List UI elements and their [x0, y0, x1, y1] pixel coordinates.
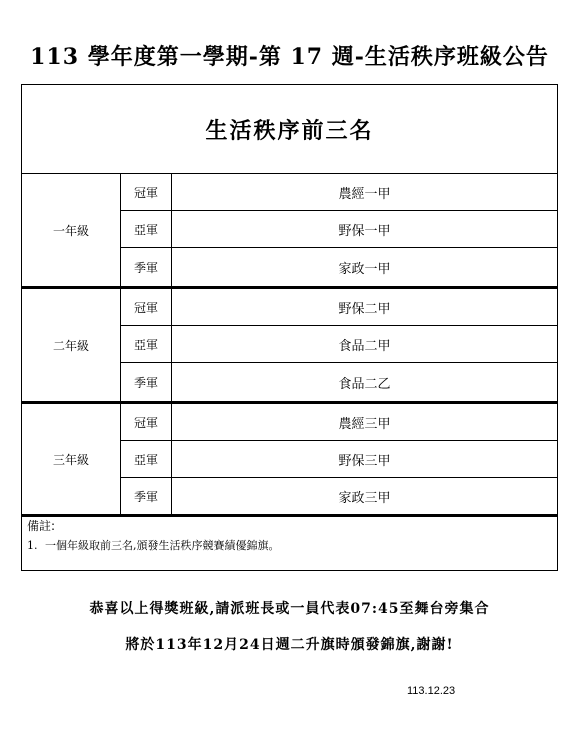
rank-label: 冠軍 [121, 404, 172, 440]
rank-label: 季軍 [121, 248, 172, 286]
rank-label: 亞軍 [121, 211, 172, 247]
table-row [121, 441, 557, 478]
class-name: 農經三甲 [338, 416, 391, 432]
document-date: 113.12.23 [407, 685, 456, 697]
rank-label: 亞軍 [121, 326, 172, 362]
table-row [121, 248, 557, 286]
notes-item [27, 537, 280, 553]
grade-group-1 [22, 174, 557, 286]
table-row [121, 326, 557, 363]
class-name: 野保一甲 [338, 223, 391, 239]
class-name: 農經一甲 [338, 186, 391, 202]
rank-label: 冠軍 [121, 289, 172, 325]
announcement-line-2: 將於113年12月24日週二升旗時頒發錦旗,謝謝! [125, 637, 454, 653]
table-row [121, 174, 557, 211]
notes-divider [22, 514, 557, 517]
rank-label: 亞軍 [121, 441, 172, 477]
class-name: 家政一甲 [338, 261, 391, 277]
notes-label: 備註: [27, 519, 56, 533]
grade-label: 一年級 [22, 174, 121, 286]
rank-label: 冠軍 [121, 174, 172, 210]
table-row [121, 478, 557, 514]
notes-item-number: 1. [27, 539, 38, 552]
rank-label: 季軍 [121, 478, 172, 514]
class-name: 食品二甲 [338, 338, 391, 354]
class-name: 野保三甲 [338, 453, 391, 469]
table-subtitle: 生活秩序前三名 [205, 117, 374, 144]
grade-group-2 [22, 289, 557, 401]
grade-label: 三年級 [22, 404, 121, 514]
notes-item-text: 一個年級取前三名,頒發生活秩序競賽績優錦旗。 [45, 539, 280, 552]
table-row [121, 289, 557, 326]
class-name: 家政三甲 [338, 490, 391, 506]
table-row [121, 404, 557, 441]
table-row [121, 211, 557, 248]
class-name: 野保二甲 [338, 301, 391, 317]
announcement-line-1: 恭喜以上得獎班級,請派班長或一員代表07:45至舞台旁集合 [89, 601, 490, 617]
rank-label: 季軍 [121, 363, 172, 401]
class-name: 食品二乙 [338, 376, 391, 392]
grade-label: 二年級 [22, 289, 121, 401]
table-row [121, 363, 557, 401]
ranking-table [21, 84, 558, 571]
grade-group-3 [22, 404, 557, 514]
page-title: 113 學年度第一學期-第 17 週-生活秩序班級公告 [30, 44, 549, 70]
